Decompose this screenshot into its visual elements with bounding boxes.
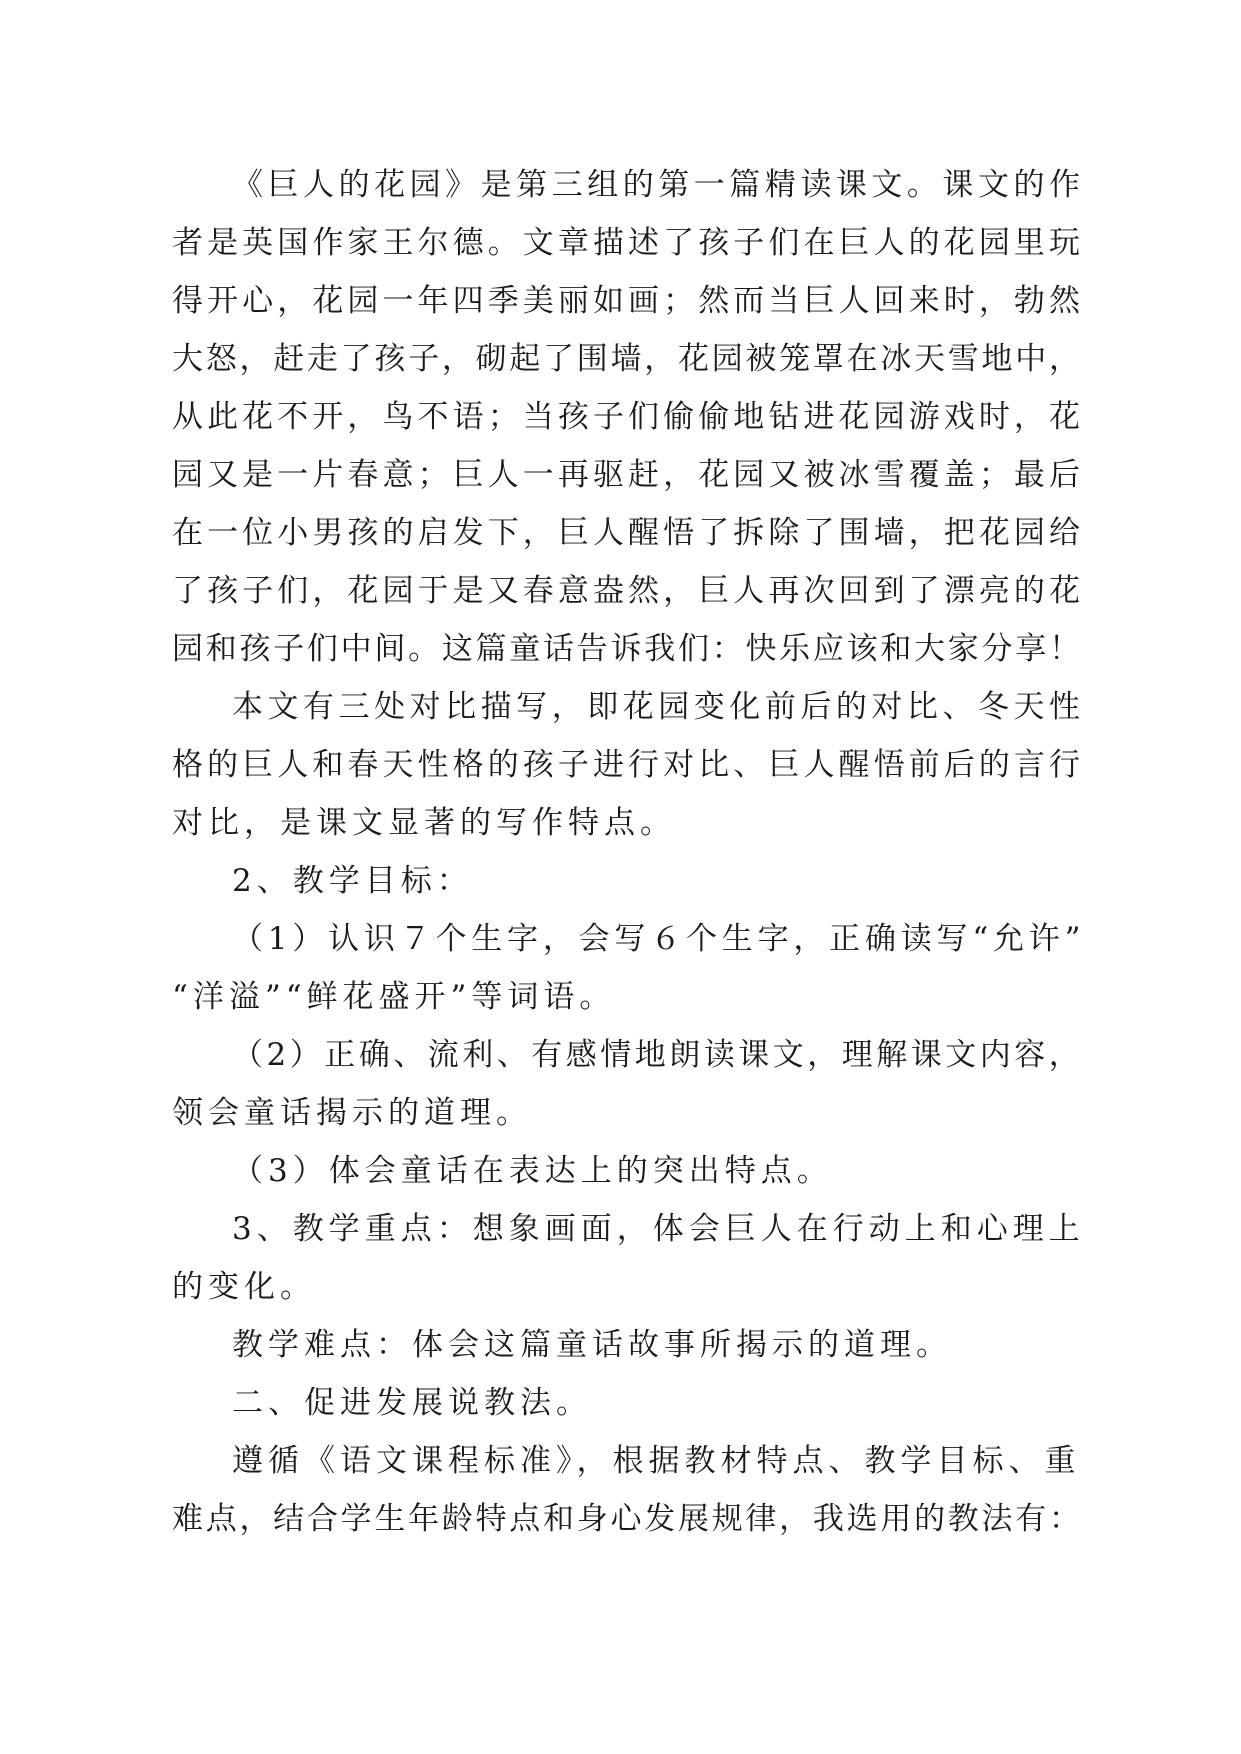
text-line: 在一位小男孩的启发下，巨人醒悟了拆除了围墙，把花园给 bbox=[172, 515, 1085, 551]
text-line: 《巨人的花园》是第三组的第一篇精读课文。课文的作 bbox=[232, 167, 1085, 203]
text-line: 本文有三处对比描写，即花园变化前后的对比、冬天性 bbox=[232, 689, 1085, 725]
list-item: （1）认识７个生字，会写６个生字，正确读写“允许” bbox=[232, 921, 1086, 957]
section-heading: 二、促进发展说教法。 bbox=[232, 1385, 592, 1421]
text-line: 园和孩子们中间。这篇童话告诉我们：快乐应该和大家分享！ bbox=[172, 631, 1083, 667]
text-line: 从此花不开，鸟不语；当孩子们偷偷地钻进花园游戏时，花 bbox=[172, 399, 1085, 435]
text-line: 对比，是课文显著的写作特点。 bbox=[172, 805, 676, 841]
text-line: 遵循《语文课程标准》，根据教材特点、教学目标、重 bbox=[232, 1443, 1081, 1479]
text-line: 园又是一片春意；巨人一再驱赶，花园又被冰雪覆盖；最后 bbox=[172, 457, 1085, 493]
list-item: （2）正确、流利、有感情地朗读课文，理解课文内容， bbox=[232, 1037, 1084, 1073]
section-heading: 2、教学目标： bbox=[232, 863, 473, 899]
text-line: 了孩子们，花园于是又春意盎然，巨人再次回到了漂亮的花 bbox=[172, 573, 1085, 609]
text-line: 的变化。 bbox=[172, 1269, 316, 1305]
text-line: 格的巨人和春天性格的孩子进行对比、巨人醒悟前后的言行 bbox=[172, 747, 1085, 783]
text-line: 难点，结合学生年龄特点和身心发展规律，我选用的教法有： bbox=[172, 1501, 1083, 1537]
text-line: 教学难点：体会这篇童话故事所揭示的道理。 bbox=[232, 1327, 952, 1363]
section-heading: 3、教学重点：想象画面，体会巨人在行动上和心理上 bbox=[232, 1211, 1085, 1247]
text-line: 领会童话揭示的道理。 bbox=[172, 1095, 532, 1131]
text-line: “洋溢”“鲜花盛开”等词语。 bbox=[172, 979, 616, 1015]
text-line: 者是英国作家王尔德。文章描述了孩子们在巨人的花园里玩 bbox=[172, 225, 1085, 261]
list-item: （3）体会童话在表达上的突出特点。 bbox=[232, 1153, 833, 1189]
text-line: 大怒，赶走了孩子，砌起了围墙，花园被笼罩在冰天雪地中， bbox=[172, 341, 1083, 377]
text-line: 得开心，花园一年四季美丽如画；然而当巨人回来时，勃然 bbox=[172, 283, 1085, 319]
